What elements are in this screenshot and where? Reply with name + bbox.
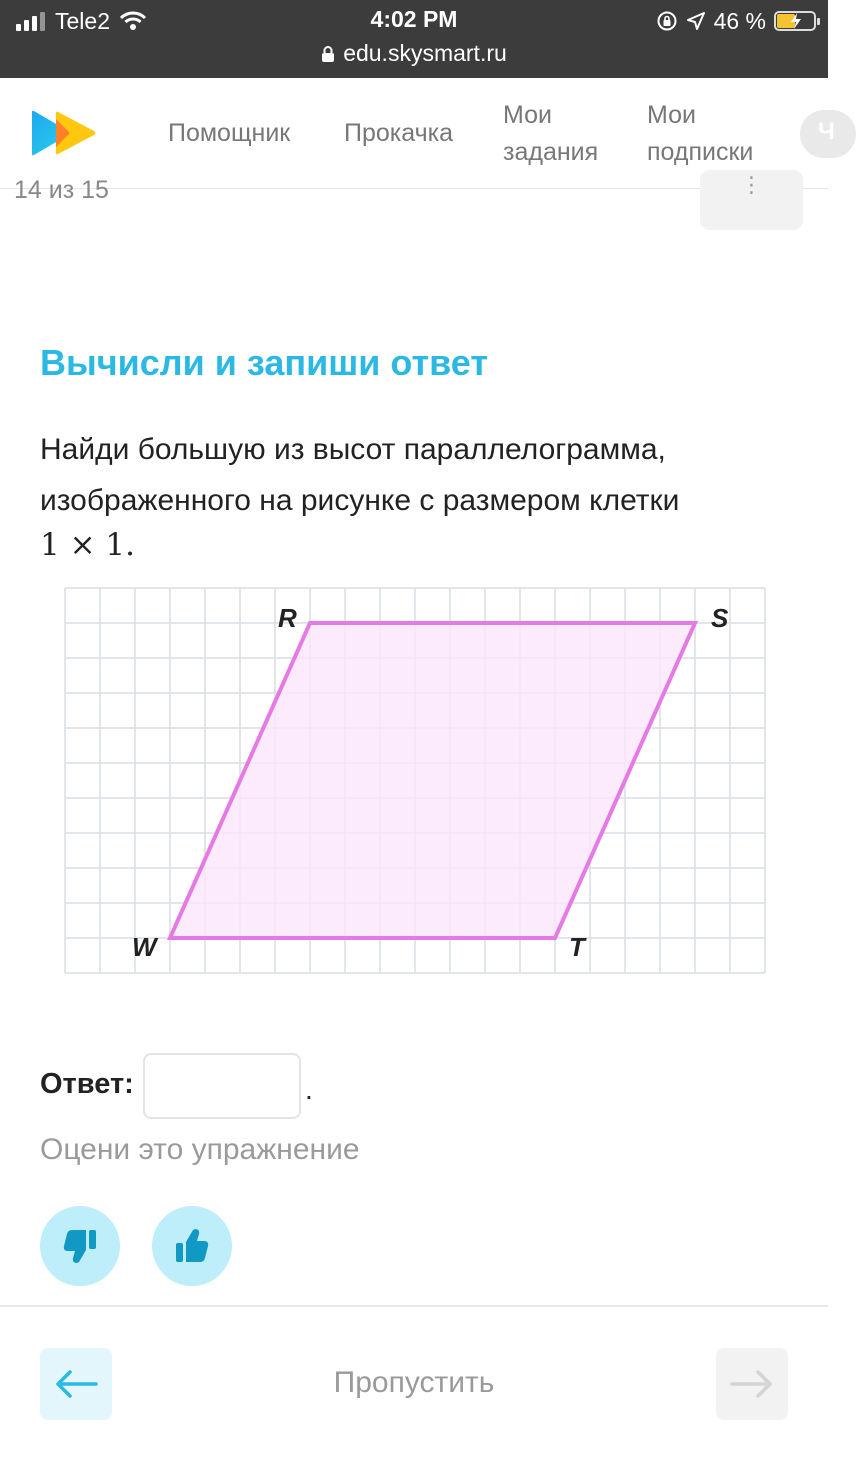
skysmart-logo[interactable]: [30, 110, 96, 156]
location-icon: [686, 11, 706, 31]
skip-button[interactable]: Пропустить: [333, 1366, 495, 1399]
nav-item-assistant[interactable]: Помощник: [168, 119, 291, 147]
rating-prompt: Оцени это упражнение: [40, 1133, 360, 1166]
task-text: Найди большую из высот параллелограмма, изображенного на рисунке с размером клетки: [40, 433, 680, 517]
thumbs-down-icon: [60, 1226, 100, 1266]
battery-percent: 46 %: [713, 7, 766, 34]
address-bar[interactable]: [0, 40, 828, 67]
vertex-label-s: S: [711, 603, 729, 633]
more-options-button[interactable]: [700, 170, 803, 230]
vertex-label-w: W: [132, 932, 157, 962]
progress-strip: [0, 172, 828, 249]
answer-period: .: [305, 1074, 313, 1105]
lock-icon: [321, 45, 335, 63]
answer-label: Ответ:: [40, 1068, 134, 1100]
nav-item-my-subscriptions[interactable]: [647, 97, 753, 171]
clock: 4:02 PM: [370, 6, 458, 32]
battery-icon: [774, 11, 816, 31]
parallelogram-figure: [60, 588, 770, 968]
task-counter: 14 из 15: [14, 176, 109, 204]
arrow-right-icon: [730, 1369, 774, 1399]
more-icon: ⋮: [740, 172, 763, 197]
nav-item-my-tasks-line1: Мои: [503, 101, 552, 129]
vertex-label-t: T: [569, 932, 585, 962]
carrier-name: Tele2: [55, 7, 110, 34]
nav-item-my-tasks[interactable]: [503, 97, 598, 171]
avatar-letter: Ч: [818, 118, 835, 145]
nav-item-subscriptions-line2: подписки: [647, 138, 754, 166]
parallelogram: [170, 623, 695, 938]
task-formula: 1 × 1.: [40, 527, 135, 563]
answer-input[interactable]: [143, 1053, 301, 1119]
vertex-label-r: R: [278, 603, 297, 633]
orientation-lock-icon: [656, 10, 678, 32]
status-bar: [0, 0, 828, 78]
next-button[interactable]: [716, 1348, 788, 1420]
like-button[interactable]: [152, 1206, 232, 1286]
nav-item-subscriptions-line1: Мои: [647, 101, 696, 129]
dislike-button[interactable]: [40, 1206, 120, 1286]
nav-item-my-tasks-line2: задания: [503, 138, 599, 166]
task-title: Вычисли и запиши ответ: [40, 342, 488, 383]
status-right: [656, 6, 816, 36]
thumbs-up-icon: [172, 1226, 212, 1266]
url-text: edu.skysmart.ru: [343, 40, 507, 66]
avatar[interactable]: [800, 110, 856, 158]
footer-divider: [0, 1305, 828, 1307]
nav-item-training[interactable]: Прокачка: [344, 119, 454, 147]
